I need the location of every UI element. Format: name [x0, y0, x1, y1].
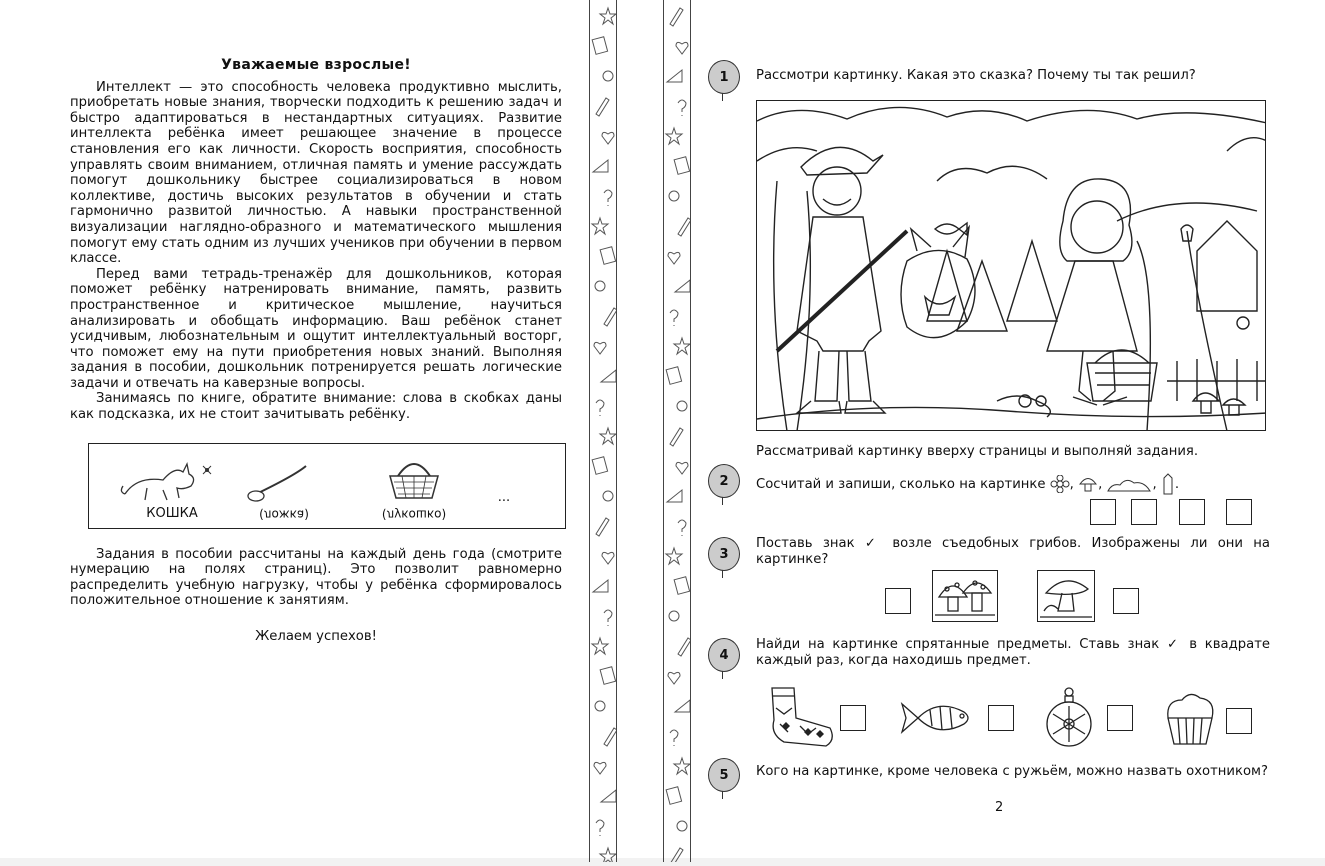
intro-wish: Желаем успехов! — [255, 629, 377, 645]
task-badge-1: 1 — [708, 60, 742, 100]
example-basket — [364, 452, 464, 522]
task-badge-2: 2 — [708, 464, 742, 504]
basket-icon — [384, 452, 444, 504]
doodle-q — [604, 190, 612, 206]
doodle-ruler — [601, 370, 616, 382]
answer-box-clouds[interactable] — [1179, 499, 1205, 525]
doodle-heart — [668, 672, 680, 684]
doodle-heart — [668, 252, 680, 264]
checkbox-find-sock[interactable] — [840, 705, 866, 731]
doodle-q — [670, 730, 678, 746]
example-box — [88, 443, 566, 529]
forest-scene-illustration — [757, 101, 1266, 431]
doodle-pencil — [604, 308, 617, 326]
doodle-circle — [677, 821, 687, 831]
checkbox-find-cupcake[interactable] — [1226, 708, 1252, 734]
fish-icon — [898, 696, 976, 740]
doodle-star — [592, 218, 608, 234]
checkbox-find-ornament[interactable] — [1107, 705, 1133, 731]
doodle-circle — [603, 491, 613, 501]
intro-paragraph-1: Интеллект — это способность человека продуктивно мыслить, приобретать новые знания, творчески подходить к решению задач и быстро адаптироваться в нестандартных ситуациях. Развитие интеллекта ребёнка имеет решающее значение в процессе становления его как личности. Скорость восприятия, способность управлять своим вниманием, отличная память и умение рассуждать помогут дошкольнику быстрее социализироваться в новом коллективе, достичь высоких результатов в обучении и стать гармонично развитой личностью. А навыки пространственной визуализации наглядно-образного и математического мышления помогут ему стать одним из лучших учеников при обучении в первом классе. — [70, 79, 562, 267]
doodle-heart — [676, 42, 688, 54]
checkbox-edible-mushroom-2[interactable] — [1113, 588, 1139, 614]
doodle-heart — [594, 342, 606, 354]
doodle-pencil — [678, 638, 691, 656]
decor-strip-left — [589, 0, 617, 862]
checkbox-edible-mushroom-1[interactable] — [885, 588, 911, 614]
doodle-pencil — [596, 98, 609, 116]
answer-box-flowers[interactable] — [1090, 499, 1116, 525]
amanita-mushrooms-icon — [933, 571, 997, 621]
task-4-text: Найди на картинке спрятанные предметы. Ставь знак ✓ в квадрате каждый раз, когда находишь предмет. — [756, 637, 1270, 668]
doodle-pattern-left — [590, 0, 617, 862]
flower-icon — [1050, 475, 1070, 493]
doodle-pattern-right — [664, 0, 691, 862]
intro-paragraph-2: Перед вами тетрадь-тренажёр для дошкольников, которая поможет ребёнку натренировать внимание, память, развить пространственное и критическое мышление, научиться анализировать и обобщать информацию. Ваш ребёнок станет усидчивым, любознательным и ощутит интеллектуальный восторг, что поможет ему на пути приобретения новых знаний. Выполняя задания в пособии, дошкольник потренируется решать логические задачи и отвечать на каверзные вопросы. — [70, 266, 562, 391]
doodle-pencil — [604, 728, 617, 746]
intro-paragraph-3: Занимаясь по книге, обратите внимание: слова в скобках даны как подсказка, их не стоит зачитывать ребёнку. — [70, 391, 562, 423]
boletus-mushroom-icon — [1038, 571, 1094, 621]
doodle-book — [592, 457, 607, 475]
doodle-star — [666, 548, 682, 564]
doodle-star — [592, 638, 608, 654]
doodle-pencil — [670, 8, 683, 26]
doodle-q — [678, 520, 686, 536]
doodle-heart — [602, 552, 614, 564]
doodle-star — [674, 758, 690, 774]
page-number: 2 — [995, 800, 1004, 815]
doodle-ruler — [675, 280, 690, 292]
doodle-circle — [595, 701, 605, 711]
intro-paragraph-4: Задания в пособии рассчитаны на каждый день года (смотрите нумерацию на полях страниц). Это позволит равномерно распределить учебную нагрузку, чтобы у ребёнка сформировалось положительное отношение к занятиям. — [70, 546, 562, 609]
doodle-pencil — [678, 218, 691, 236]
doodle-circle — [669, 611, 679, 621]
checkbox-find-fish[interactable] — [988, 705, 1014, 731]
task-badge-5: 5 — [708, 758, 742, 798]
task-badge-3: 3 — [708, 537, 742, 577]
task-3-text: Поставь знак ✓ возле съедобных грибов. Изображены ли они на картинке? — [756, 536, 1270, 567]
doodle-star — [600, 8, 616, 24]
doodle-circle — [669, 191, 679, 201]
sock-icon — [764, 684, 836, 748]
doodle-pencil — [670, 848, 683, 862]
doodle-heart — [594, 762, 606, 774]
doodle-ruler — [667, 70, 682, 82]
doodle-book — [666, 787, 681, 805]
example-cat — [117, 456, 227, 522]
intro-title: Уважаемые взрослые! — [221, 57, 411, 73]
doodle-circle — [677, 401, 687, 411]
answer-box-posts[interactable] — [1226, 499, 1252, 525]
example-word-cat: КОШКА — [146, 506, 198, 522]
doodle-pencil — [670, 428, 683, 446]
doodle-book — [674, 157, 689, 175]
doodle-heart — [676, 462, 688, 474]
doodle-book — [600, 667, 615, 685]
mushroom-icon — [1078, 475, 1098, 493]
cupcake-icon — [1162, 690, 1218, 746]
doodle-heart — [602, 132, 614, 144]
doodle-ruler — [675, 700, 690, 712]
doodle-circle — [595, 281, 605, 291]
doodle-book — [674, 577, 689, 595]
doodle-q — [670, 310, 678, 326]
task-5-text: Кого на картинке, кроме человека с ружьём, можно назвать охотником? — [756, 764, 1268, 779]
mushroom-amanita-box — [932, 570, 998, 622]
mushroom-boletus-box — [1037, 570, 1095, 622]
cloud-icon — [1106, 475, 1152, 493]
task-2: Сосчитай и запиши, сколько на картинке , , , . — [756, 472, 1270, 496]
doodle-q — [596, 820, 604, 836]
example-word-basket: (лукошко) — [381, 507, 447, 522]
spoon-icon — [244, 456, 324, 504]
doodle-ruler — [601, 790, 616, 802]
doodle-ruler — [667, 490, 682, 502]
decor-strip-right — [663, 0, 691, 862]
example-word-spoon: (ложка) — [259, 507, 309, 522]
answer-box-mushrooms[interactable] — [1131, 499, 1157, 525]
fence-post-icon — [1161, 472, 1175, 496]
doodle-ruler — [593, 580, 608, 592]
doodle-star — [666, 128, 682, 144]
example-ellipsis: ... — [497, 490, 511, 506]
doodle-book — [592, 37, 607, 55]
doodle-q — [678, 100, 686, 116]
doodle-book — [666, 367, 681, 385]
doodle-star — [600, 428, 616, 444]
doodle-q — [596, 400, 604, 416]
intro-page — [70, 58, 562, 645]
doodle-q — [604, 610, 612, 626]
task-instruction: Рассматривай картинку вверху страницы и выполняй задания. — [756, 444, 1199, 459]
doodle-ruler — [593, 160, 608, 172]
fairy-tale-picture — [756, 100, 1266, 431]
task-badge-4: 4 — [708, 638, 742, 678]
doodle-pencil — [596, 518, 609, 536]
doodle-circle — [603, 71, 613, 81]
task-1-text: Рассмотри картинку. Какая это сказка? Почему ты так решил? — [756, 68, 1196, 83]
doodle-star — [600, 848, 616, 862]
task-2-text: Сосчитай и запиши, сколько на картинке — [756, 477, 1046, 492]
doodle-star — [674, 338, 690, 354]
doodle-book — [600, 247, 615, 265]
ornament-ball-icon — [1045, 684, 1093, 750]
cat-icon — [117, 456, 227, 504]
example-spoon — [239, 456, 329, 522]
